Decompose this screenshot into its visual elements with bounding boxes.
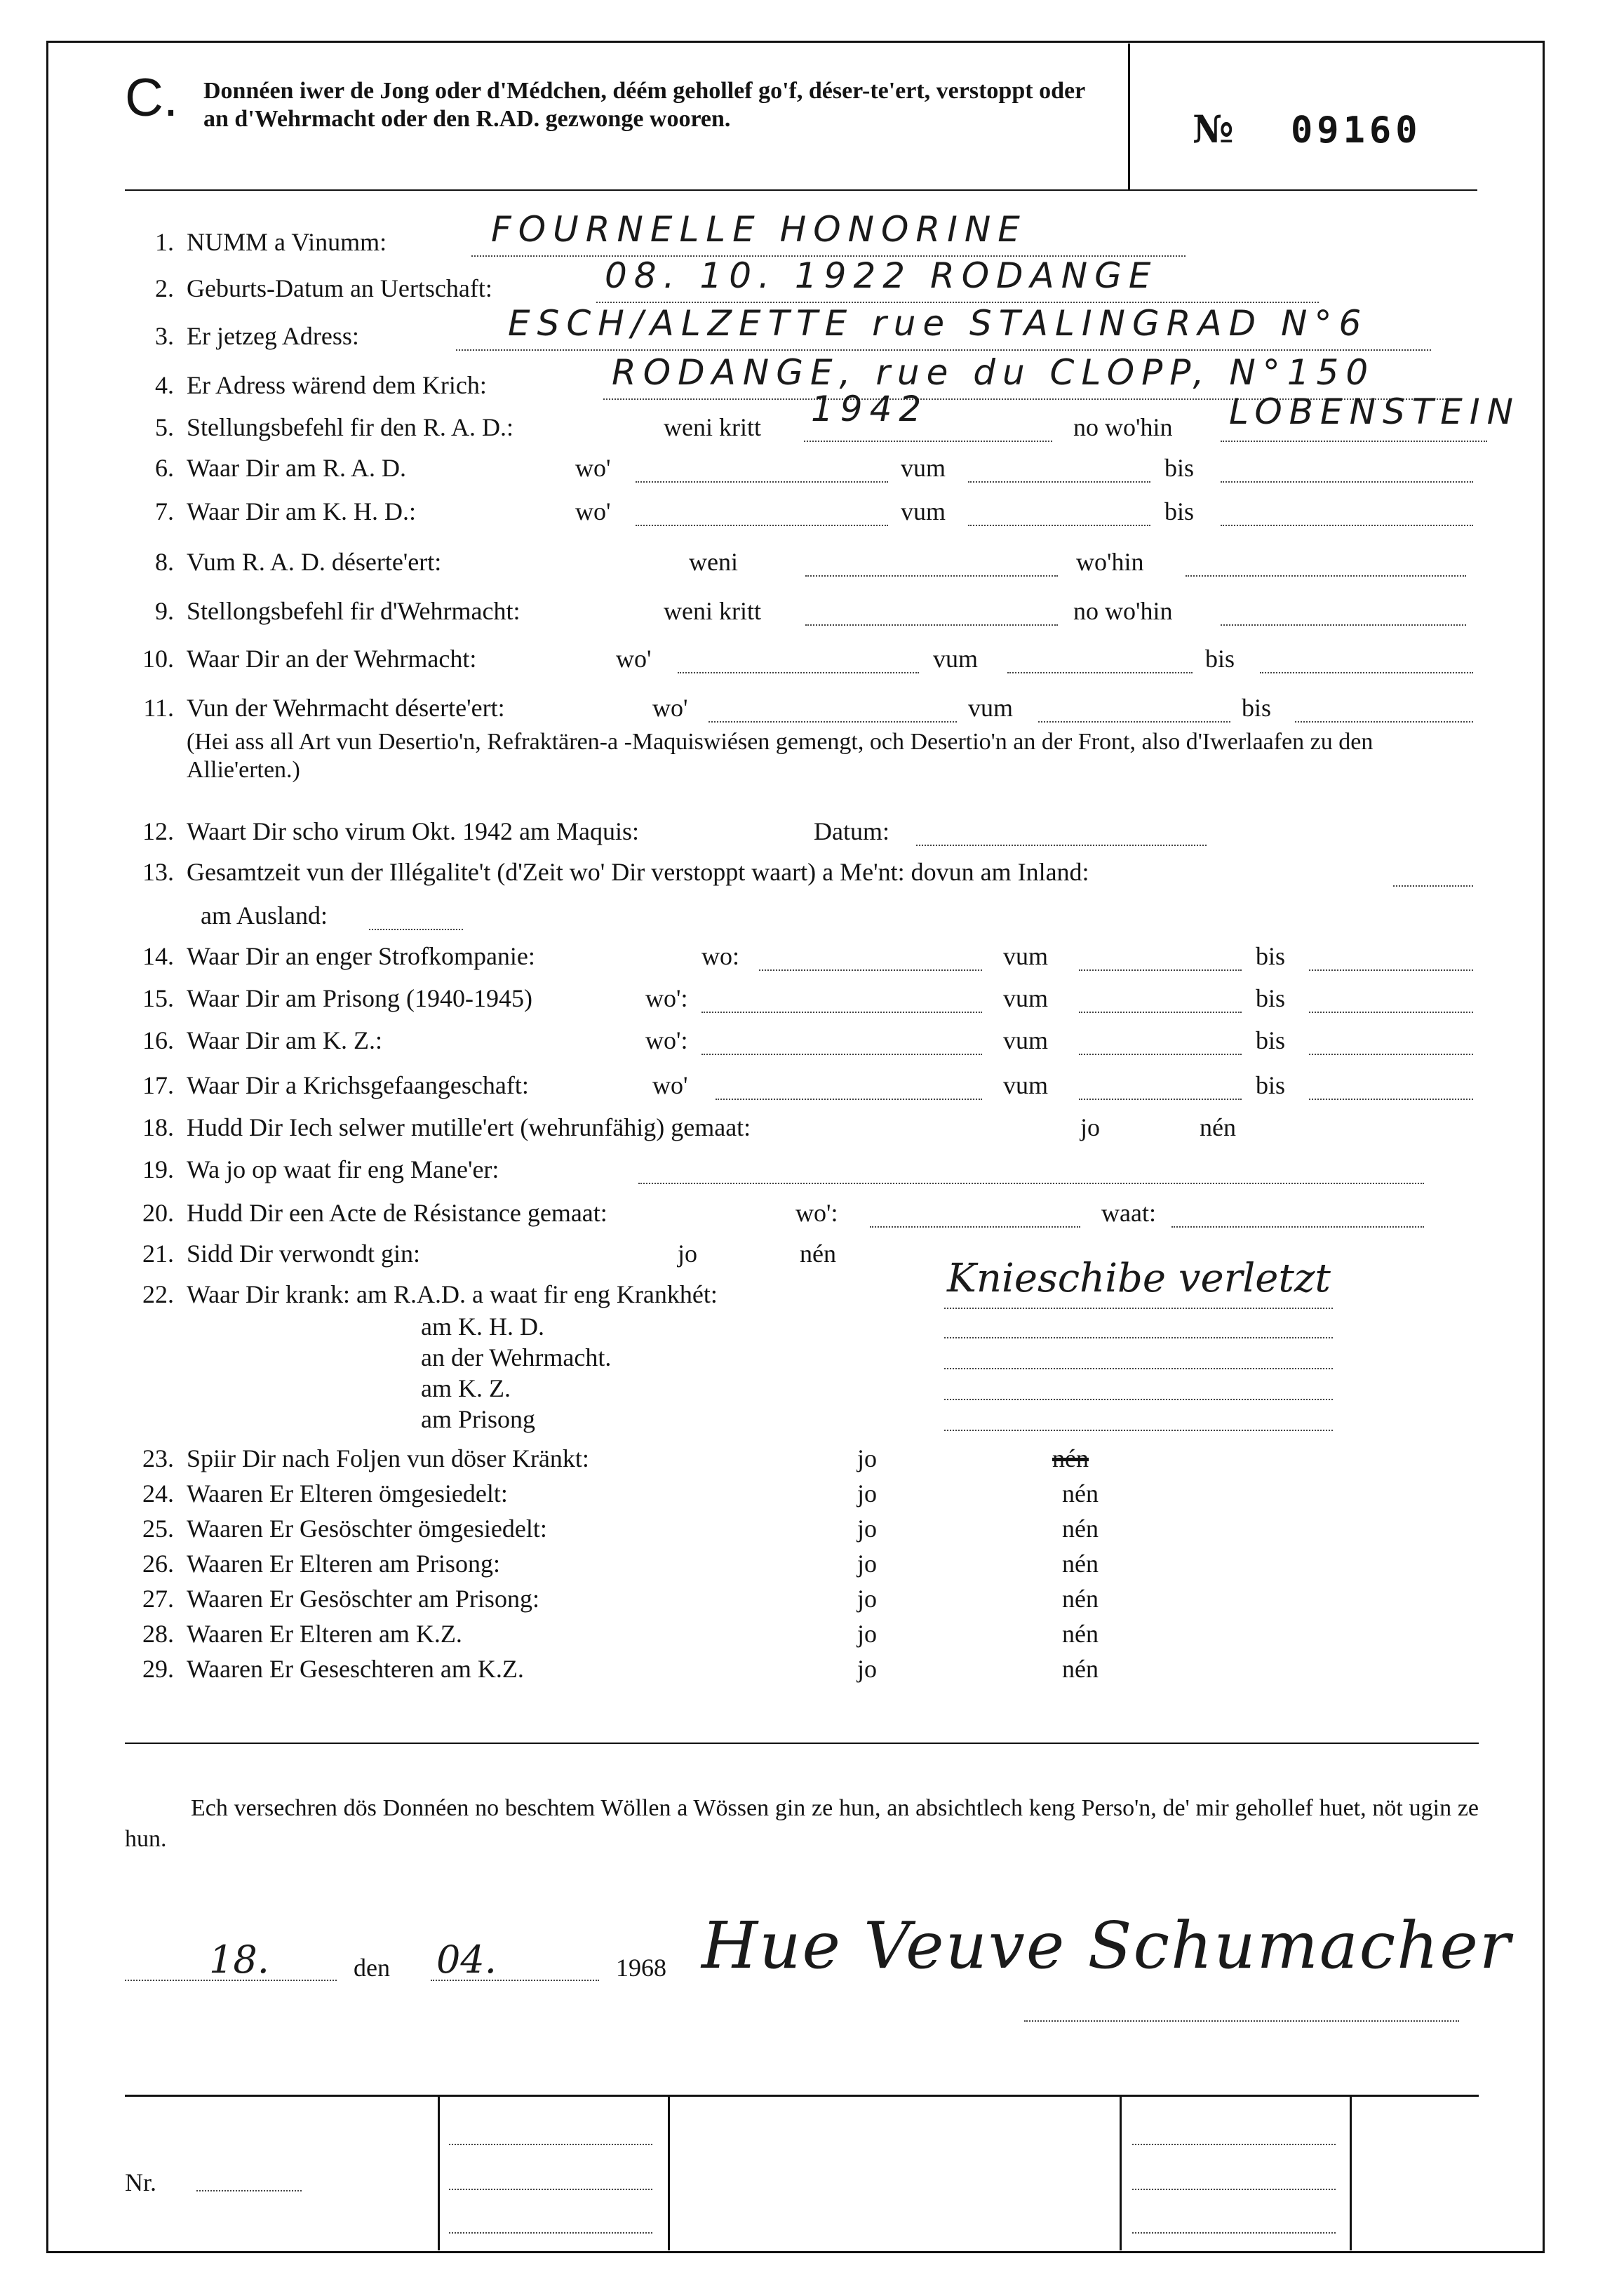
fill-line[interactable] bbox=[944, 1399, 1333, 1400]
fill-line[interactable] bbox=[1295, 721, 1473, 723]
field-keyword: wo: bbox=[701, 942, 739, 970]
field-number: 24. bbox=[142, 1479, 174, 1508]
fill-line[interactable] bbox=[805, 624, 1058, 626]
footer-rule bbox=[125, 2095, 1479, 2097]
fill-line[interactable] bbox=[1171, 1226, 1424, 1228]
fill-line[interactable] bbox=[1309, 1099, 1473, 1100]
field-number: 23. bbox=[142, 1444, 174, 1472]
field-sublabel: am K. Z. bbox=[421, 1374, 511, 1402]
field-number: 3. bbox=[155, 322, 174, 350]
field-keyword: vum bbox=[968, 694, 1014, 722]
field-keyword: weni kritt bbox=[664, 413, 761, 441]
field-number: 14. bbox=[142, 942, 174, 970]
footer-col-2 bbox=[668, 2096, 670, 2250]
document-number: 09160 bbox=[1291, 109, 1422, 152]
field-keyword: bis bbox=[1256, 984, 1286, 1012]
field-label: Hudd Dir Iech selwer mutille'ert (wehrunfähig) gemaat: bbox=[187, 1113, 751, 1141]
signature: Hue Veuve Schumacher bbox=[701, 1908, 1512, 1983]
field-label: Er jetzeg Adress: bbox=[187, 322, 359, 350]
field-sublabel: am Prisong bbox=[421, 1405, 536, 1433]
field-keyword: vum bbox=[1003, 1071, 1049, 1099]
fill-line[interactable] bbox=[1221, 481, 1473, 483]
field-label: Vun der Wehrmacht déserte'ert: bbox=[187, 694, 505, 722]
option-yes: jo bbox=[857, 1620, 878, 1648]
field-keyword: vum bbox=[933, 645, 979, 673]
option-yes: jo bbox=[1080, 1113, 1101, 1141]
field-number: 12. bbox=[142, 817, 174, 845]
field-number: 20. bbox=[142, 1199, 174, 1227]
field-label: Geburts-Datum an Uertschaft: bbox=[187, 274, 492, 302]
option-yes: jo bbox=[857, 1515, 878, 1543]
fill-line[interactable] bbox=[870, 1226, 1080, 1228]
field-keyword: weni kritt bbox=[664, 597, 761, 625]
field-number: 27. bbox=[142, 1585, 174, 1613]
handwritten-value: ESCH/ALZETTE rue STALINGRAD N°6 bbox=[508, 303, 1369, 344]
section-letter: C. bbox=[125, 68, 178, 128]
field-label: Waar Dir am R. A. D. bbox=[187, 454, 407, 482]
option-no: nén bbox=[1200, 1113, 1236, 1141]
footer-field-line bbox=[449, 2189, 652, 2190]
fill-line[interactable] bbox=[944, 1368, 1333, 1369]
option-no: nén bbox=[1052, 1444, 1089, 1472]
field-label: Waaren Er Elteren am Prisong: bbox=[187, 1550, 500, 1578]
fill-line[interactable] bbox=[1221, 441, 1487, 442]
fill-line[interactable] bbox=[709, 721, 957, 723]
field-number: 9. bbox=[155, 597, 174, 625]
fill-line[interactable] bbox=[968, 481, 1150, 483]
field-number: 7. bbox=[155, 497, 174, 525]
fill-line[interactable] bbox=[944, 1337, 1333, 1338]
field-number: 15. bbox=[142, 984, 174, 1012]
option-yes: jo bbox=[857, 1585, 878, 1613]
fill-line[interactable] bbox=[1393, 885, 1473, 887]
field-label: Stellongsbefehl fir d'Wehrmacht: bbox=[187, 597, 521, 625]
fill-line[interactable] bbox=[1079, 1012, 1242, 1013]
field-keyword: wo'hin bbox=[1076, 548, 1144, 576]
option-yes: jo bbox=[857, 1655, 878, 1683]
date-den: den bbox=[354, 1954, 390, 1982]
field-number: 6. bbox=[155, 454, 174, 482]
date-day: 18. bbox=[209, 1938, 269, 1982]
handwritten-value: 1942 bbox=[811, 389, 929, 429]
option-no: nén bbox=[1062, 1479, 1099, 1508]
fill-line[interactable] bbox=[1079, 969, 1242, 971]
option-no: nén bbox=[1062, 1620, 1099, 1648]
field-number: 4. bbox=[155, 371, 174, 399]
field-label: Waar Dir an enger Strofkompanie: bbox=[187, 942, 535, 970]
field-label: Sidd Dir verwondt gin: bbox=[187, 1240, 420, 1268]
footer-col-1 bbox=[438, 2096, 440, 2250]
fill-line[interactable] bbox=[636, 481, 888, 483]
field-keyword: wo': bbox=[645, 1026, 688, 1054]
field-number: 29. bbox=[142, 1655, 174, 1683]
footer-col-4 bbox=[1350, 2096, 1352, 2250]
field-label: Waar Dir a Krichsgefaangeschaft: bbox=[187, 1071, 529, 1099]
fill-line[interactable] bbox=[1221, 624, 1466, 626]
fill-line[interactable] bbox=[1260, 672, 1473, 673]
field-label: NUMM a Vinumm: bbox=[187, 228, 387, 256]
fill-line[interactable] bbox=[1221, 525, 1473, 526]
option-no: nén bbox=[800, 1240, 836, 1268]
fill-line[interactable] bbox=[968, 525, 1150, 526]
field-keyword: vum bbox=[1003, 984, 1049, 1012]
field-number: 11. bbox=[143, 694, 174, 722]
field-label: Gesamtzeit vun der Illégalite't (d'Zeit wo' Dir verstoppt waart) a Me'nt: dovun am Inland: bbox=[187, 858, 1089, 886]
field-keyword: bis bbox=[1164, 454, 1195, 482]
field-label: Waaren Er Gesöschter am Prisong: bbox=[187, 1585, 539, 1613]
field-keyword: bis bbox=[1205, 645, 1235, 673]
field-number: 21. bbox=[142, 1240, 174, 1268]
field-number: 16. bbox=[142, 1026, 174, 1054]
option-no: nén bbox=[1062, 1655, 1099, 1683]
handwritten-value: 08. 10. 1922 RODANGE bbox=[605, 255, 1158, 296]
field-number: 22. bbox=[142, 1280, 174, 1308]
field-number: 1. bbox=[155, 228, 174, 256]
field-keyword: waat: bbox=[1101, 1199, 1156, 1227]
fill-line[interactable] bbox=[1007, 672, 1193, 673]
nr-label: Nr. bbox=[125, 2168, 156, 2196]
field-label-continued: am Ausland: bbox=[201, 901, 328, 929]
field-number: 2. bbox=[155, 274, 174, 302]
field-keyword: bis bbox=[1256, 1071, 1286, 1099]
handwritten-value: LOBENSTEIN bbox=[1229, 391, 1520, 432]
footer-field-line bbox=[1132, 2232, 1336, 2234]
fill-line[interactable] bbox=[1309, 1012, 1473, 1013]
option-no: nén bbox=[1062, 1550, 1099, 1578]
option-no: nén bbox=[1062, 1585, 1099, 1613]
field-keyword: wo' bbox=[575, 454, 611, 482]
field-label: Er Adress wärend dem Krich: bbox=[187, 371, 487, 399]
option-no: nén bbox=[1062, 1515, 1099, 1543]
field-number: 28. bbox=[142, 1620, 174, 1648]
field-label: Waar Dir krank: am R.A.D. a waat fir eng Krankhét: bbox=[187, 1280, 718, 1308]
number-sign: № bbox=[1193, 107, 1234, 152]
field-keyword: bis bbox=[1256, 942, 1286, 970]
fill-line[interactable] bbox=[1309, 1054, 1473, 1055]
footer-field-line bbox=[1132, 2144, 1336, 2145]
fill-line[interactable] bbox=[636, 525, 888, 526]
field-label: Waaren Er Gesöschter ömgesiedelt: bbox=[187, 1515, 547, 1543]
handwritten-value: RODANGE, rue du CLOPP, N°150 bbox=[612, 352, 1376, 393]
option-yes: jo bbox=[857, 1479, 878, 1508]
field-label: Wa jo op waat fir eng Mane'er: bbox=[187, 1155, 499, 1183]
fill-line[interactable] bbox=[1038, 721, 1230, 723]
fill-line[interactable] bbox=[1079, 1054, 1242, 1055]
fill-line[interactable] bbox=[759, 969, 982, 971]
fill-line[interactable] bbox=[805, 575, 1058, 577]
field-label: Hudd Dir een Acte de Résistance gemaat: bbox=[187, 1199, 607, 1227]
handwritten-value: Knieschibe verletzt bbox=[947, 1256, 1331, 1301]
field-keyword: bis bbox=[1242, 694, 1272, 722]
section-title: Donnéen iwer de Jong oder d'Médchen, déém gehollef go'f, déser-te'ert, verstoppt oder an d'Wehrmacht oder den R.AD. gezwonge wooren. bbox=[203, 78, 1085, 132]
fill-line[interactable] bbox=[944, 1430, 1333, 1431]
fill-line[interactable] bbox=[369, 929, 463, 930]
field-label: Waar Dir am K. H. D.: bbox=[187, 497, 417, 525]
footer-field-line bbox=[1132, 2189, 1336, 2190]
footer-field-line bbox=[449, 2232, 652, 2234]
fill-line[interactable] bbox=[456, 349, 1431, 351]
field-number: 18. bbox=[142, 1113, 174, 1141]
field-keyword: bis bbox=[1256, 1026, 1286, 1054]
field-label: Vum R. A. D. déserte'ert: bbox=[187, 548, 442, 576]
fill-line[interactable] bbox=[944, 1308, 1333, 1309]
fill-line[interactable] bbox=[678, 672, 919, 673]
field-keyword: vum bbox=[1003, 1026, 1049, 1054]
header-divider bbox=[1128, 43, 1130, 191]
field-label: Waar Dir an der Wehrmacht: bbox=[187, 645, 477, 673]
fill-line[interactable] bbox=[804, 441, 1052, 442]
footer-col-3 bbox=[1120, 2096, 1122, 2250]
fill-line[interactable] bbox=[1079, 1099, 1242, 1100]
fill-line[interactable] bbox=[716, 1099, 982, 1100]
field-number: 5. bbox=[155, 413, 174, 441]
handwritten-value: FOURNELLE HONORINE bbox=[491, 209, 1027, 250]
field-keyword: wo': bbox=[795, 1199, 838, 1227]
field-keyword: bis bbox=[1164, 497, 1195, 525]
fill-line[interactable] bbox=[1309, 969, 1473, 971]
field-label: Waaren Er Elteren am K.Z. bbox=[187, 1620, 462, 1648]
fill-line[interactable] bbox=[916, 845, 1207, 846]
field-keyword: wo' bbox=[652, 1071, 688, 1099]
field-label: Waaren Er Elteren ömgesiedelt: bbox=[187, 1479, 508, 1508]
field-keyword: wo': bbox=[645, 984, 688, 1012]
fill-line[interactable] bbox=[1186, 575, 1466, 577]
declaration-text: Ech versechren dös Donnéen no beschtem Wöllen a Wössen gin ze hun, an absichtlech keng Perso'n, de' mir gehollef huet, nöt ugin ze hun. bbox=[125, 1795, 1479, 1852]
field-keyword: vum bbox=[1003, 942, 1049, 970]
signature-line bbox=[1024, 2020, 1459, 2022]
fill-line[interactable] bbox=[701, 1012, 982, 1013]
declaration-rule bbox=[125, 1743, 1479, 1744]
field-keyword: Datum: bbox=[814, 817, 889, 845]
field-label: Waar Dir am K. Z.: bbox=[187, 1026, 382, 1054]
field-sublabel: am K. H. D. bbox=[421, 1313, 544, 1341]
field-keyword: vum bbox=[901, 454, 946, 482]
field-number: 13. bbox=[142, 858, 174, 886]
field-label: Stellungsbefehl fir den R. A. D.: bbox=[187, 413, 513, 441]
field-keyword: wo' bbox=[616, 645, 652, 673]
field-number: 17. bbox=[142, 1071, 174, 1099]
field-number: 8. bbox=[155, 548, 174, 576]
field-keyword: no wo'hin bbox=[1073, 597, 1173, 625]
option-yes: jo bbox=[678, 1240, 698, 1268]
field-label: Waart Dir scho virum Okt. 1942 am Maquis: bbox=[187, 817, 639, 845]
field-keyword: vum bbox=[901, 497, 946, 525]
field-keyword: wo' bbox=[652, 694, 688, 722]
field-number: 10. bbox=[142, 645, 174, 673]
option-yes: jo bbox=[857, 1550, 878, 1578]
field-label: Spiir Dir nach Foljen vun döser Kränkt: bbox=[187, 1444, 589, 1472]
field-keyword: wo' bbox=[575, 497, 611, 525]
field-note: (Hei ass all Art vun Desertio'n, Refraktären-a -Maquiswiésen gemengt, och Desertio'n an der Front, also d'Iwerlaafen zu den Allie'erten.) bbox=[187, 729, 1374, 783]
date-month: 04. bbox=[436, 1938, 497, 1982]
field-sublabel: an der Wehrmacht. bbox=[421, 1343, 612, 1371]
header-rule bbox=[125, 189, 1477, 191]
field-keyword: weni bbox=[689, 548, 738, 576]
date-year: 1968 bbox=[616, 1954, 666, 1982]
field-label: Waaren Er Geseschteren am K.Z. bbox=[187, 1655, 524, 1683]
nr-line bbox=[196, 2190, 302, 2191]
footer-field-line bbox=[449, 2144, 652, 2145]
fill-line[interactable] bbox=[638, 1183, 1424, 1184]
field-label: Waar Dir am Prisong (1940-1945) bbox=[187, 984, 532, 1012]
fill-line[interactable] bbox=[701, 1054, 982, 1055]
field-keyword: no wo'hin bbox=[1073, 413, 1173, 441]
option-yes: jo bbox=[857, 1444, 878, 1472]
field-number: 19. bbox=[142, 1155, 174, 1183]
field-number: 26. bbox=[142, 1550, 174, 1578]
field-number: 25. bbox=[142, 1515, 174, 1543]
